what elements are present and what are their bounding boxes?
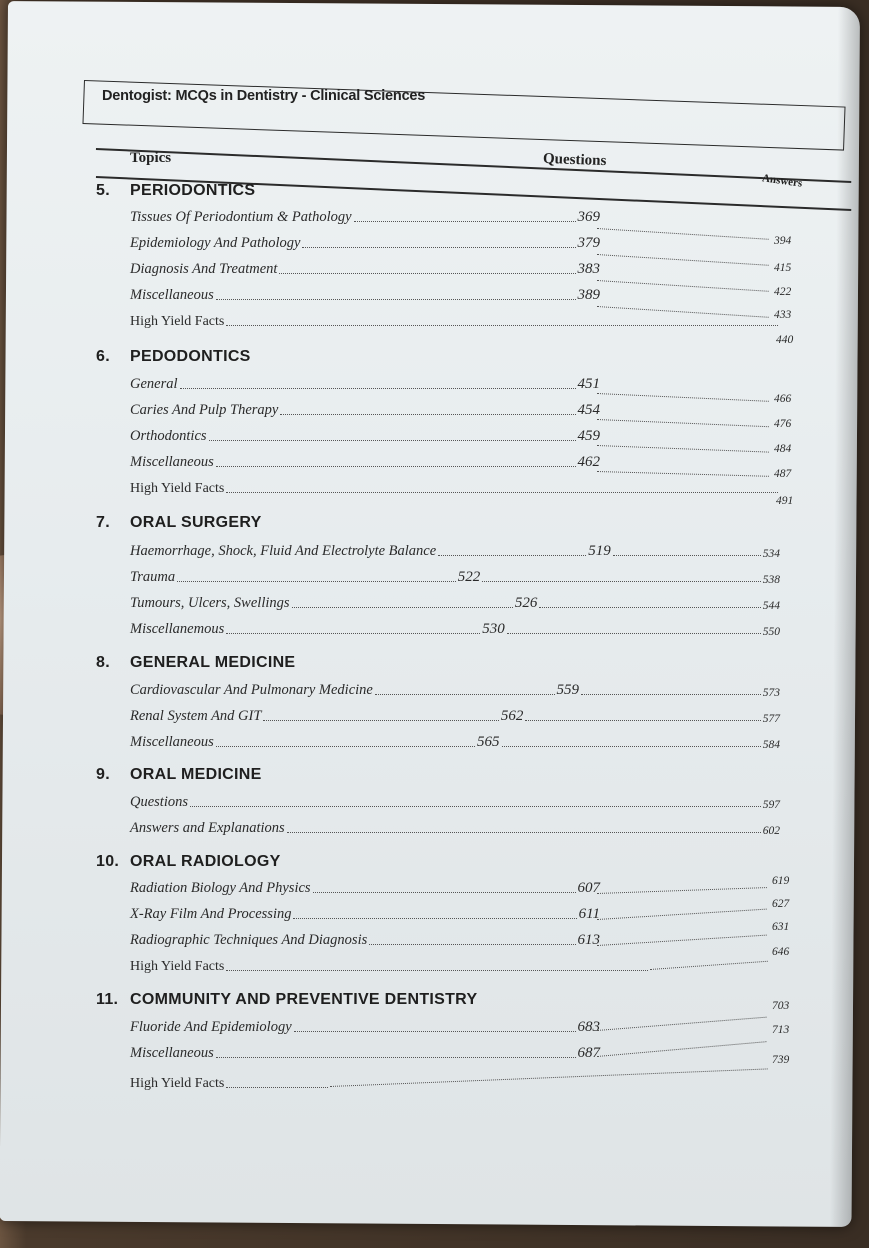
toc-row: Tissues Of Periodontium & Pathology 369 — [130, 209, 600, 225]
section-title: 5. PERIODONTICS — [96, 182, 256, 199]
section-title: 10. ORAL RADIOLOGY — [96, 853, 281, 870]
section-title: 6. PEDODONTICS — [96, 348, 251, 365]
toc-row: General 451 — [130, 376, 600, 392]
toc-row: Radiographic Techniques And Diagnosis 613 — [130, 932, 600, 948]
column-header-questions: Questions — [542, 150, 607, 170]
toc-row: Orthodontics 459 — [130, 428, 600, 444]
toc-row: High Yield Facts — [130, 955, 650, 975]
toc-row: Haemorrhage, Shock, Fluid And Electrolyte Balance 519 534 — [130, 543, 781, 560]
section-title: 9. ORAL MEDICINE — [96, 766, 262, 783]
toc-row: Miscellaneous 462 — [130, 454, 600, 470]
answer-page: 476 — [774, 418, 792, 430]
column-header-answers: Answers — [761, 172, 803, 190]
toc-row: Caries And Pulp Therapy 454 — [130, 402, 600, 418]
answer-page: 739 — [772, 1054, 790, 1066]
answer-page: 433 — [774, 309, 792, 321]
toc-row: Miscellanemous 530 550 — [130, 621, 781, 638]
answer-page: 487 — [774, 468, 792, 480]
answer-page: 394 — [774, 235, 792, 247]
answer-page: 631 — [772, 921, 790, 933]
toc-row: Questions 597 — [130, 794, 780, 811]
toc-row: Miscellaneous 565 584 — [130, 734, 781, 751]
section-title: 8. GENERAL MEDICINE — [96, 654, 296, 671]
answer-page: 627 — [772, 898, 790, 910]
section-title: 11. COMMUNITY AND PREVENTIVE DENTISTRY — [96, 991, 478, 1008]
toc-row: Miscellaneous 389 — [130, 287, 600, 303]
toc-row: High Yield Facts — [130, 310, 780, 330]
toc-row: X-Ray Film And Processing 611 — [130, 906, 600, 922]
column-header-topics: Topics — [130, 150, 172, 166]
toc-row: Radiation Biology And Physics 607 — [130, 880, 600, 896]
answer-page: 415 — [774, 262, 792, 274]
toc-row: Tumours, Ulcers, Swellings 526 544 — [130, 595, 781, 612]
section-title: 7. ORAL SURGERY — [96, 514, 262, 531]
answer-page: 484 — [774, 443, 792, 455]
answer-page: 422 — [774, 286, 792, 298]
toc-row: High Yield Facts — [130, 1072, 330, 1092]
toc-row: Cardiovascular And Pulmonary Medicine 559 573 — [130, 682, 780, 699]
toc-row: Answers and Explanations 602 — [130, 820, 780, 837]
answer-page: 703 — [772, 1000, 790, 1012]
toc-row: Renal System And GIT 562 577 — [130, 708, 781, 725]
answer-page: 713 — [772, 1024, 790, 1036]
toc-row: Trauma 522 538 — [130, 569, 781, 586]
answer-page: 619 — [772, 875, 790, 887]
toc-row: Diagnosis And Treatment 383 — [130, 261, 600, 277]
answer-page: 466 — [774, 393, 792, 405]
answer-page: 491 — [776, 495, 794, 507]
answer-page: 646 — [772, 946, 790, 958]
toc-row: Miscellaneous 687 — [130, 1045, 600, 1061]
answer-page: 440 — [776, 334, 794, 346]
toc-row: Fluoride And Epidemiology 683 — [130, 1019, 600, 1035]
toc-row: Epidemiology And Pathology 379 — [130, 235, 600, 251]
toc-row: High Yield Facts — [130, 477, 780, 497]
book-title: Dentogist: MCQs in Dentistry - Clinical Sciences — [102, 88, 426, 104]
